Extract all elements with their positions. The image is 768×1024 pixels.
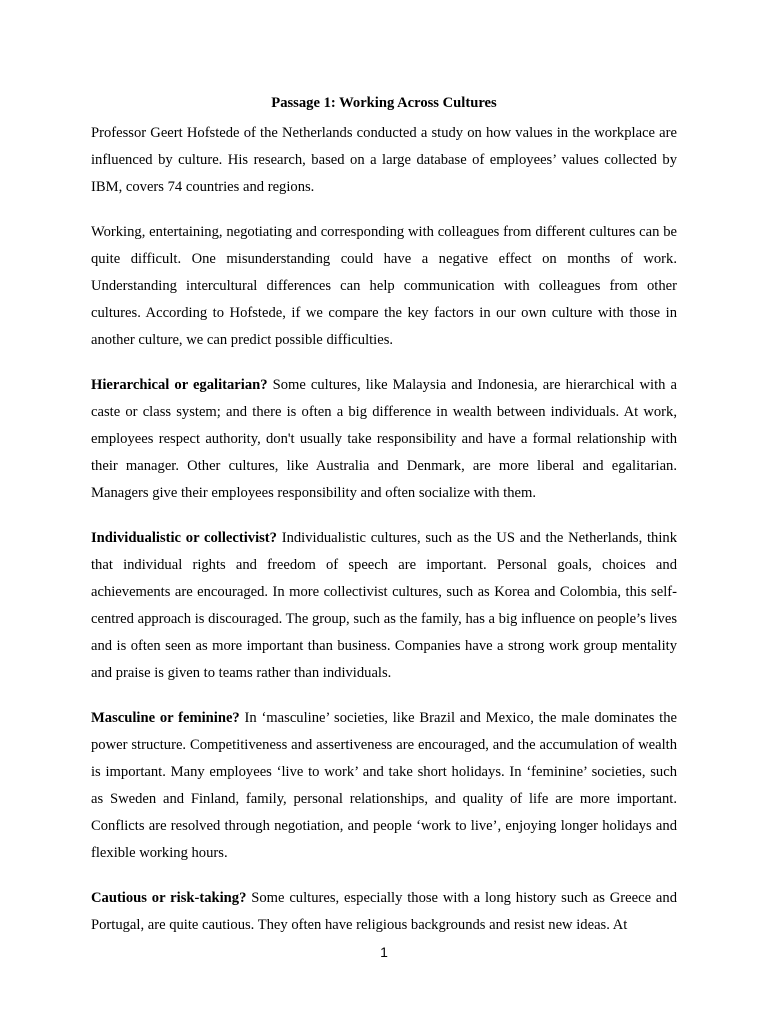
paragraph-hierarchical (91, 372, 677, 507)
paragraph-text: Individualistic cultures, such as the US and the Netherlands, think that individual rights and freedom of speech are important. Personal goals, choices and achievements are encouraged. In more collectivist cultures, such as Korea and Colombia, this self-centred approach is discouraged. The group, such as the family, has a big influence on people’s lives and is often seen as more important than business. Companies have a strong work group mentality and praise is given to teams rather than individuals. (91, 530, 678, 681)
document-body (91, 93, 677, 957)
paragraph-masculine (91, 705, 677, 867)
paragraph-overview (91, 219, 677, 354)
paragraph-heading: Cautious or risk-taking? (91, 890, 247, 906)
paragraph-text: Some cultures, like Malaysia and Indonesia, are hierarchical with a caste or class system; and there is often a big difference in wealth between individuals. At work, employees respect authority, don't usually take responsibility and have a formal relationship with their manager. Other cultures, like Australia and Denmark, are more liberal and egalitarian. Managers give their employees responsibility and often socialize with them. (91, 377, 677, 501)
paragraph-individualistic (91, 525, 677, 687)
paragraph-text: In ‘masculine’ societies, like Brazil and Mexico, the male dominates the power structure. Competitiveness and assertiveness are encouraged, and the accumulation of wealth is important. Many employees ‘live to work’ and take short holidays. In ‘feminine’ societies, such as Sweden and Finland, family, personal relationships, and quality of life are more important. Conflicts are resolved through negotiation, and people ‘work to live’, enjoying longer holidays and flexible working hours. (91, 710, 677, 861)
paragraph-cautious (91, 885, 677, 939)
paragraph-text: Professor Geert Hofstede of the Netherlands conducted a study on how values in the workplace are influenced by culture. His research, based on a large database of employees’ values collected by IBM, covers 74 countries and regions. (91, 125, 677, 195)
passage-title: Passage 1: Working Across Cultures (271, 95, 497, 111)
page-number: 1 (380, 944, 388, 960)
paragraph-heading: Masculine or feminine? (91, 710, 240, 726)
paragraph-text: Some cultures, especially those with a long history such as Greece and Portugal, are quite cautious. They often have religious backgrounds and resist new ideas. At (91, 890, 677, 933)
paragraph-heading: Individualistic or collectivist? (91, 530, 277, 546)
paragraph-intro (91, 120, 677, 201)
paragraph-heading: Hierarchical or egalitarian? (91, 377, 268, 393)
paragraph-text: Working, entertaining, negotiating and corresponding with colleagues from different cultures can be quite difficult. One misunderstanding could have a negative effect on months of work. Understanding intercultural differences can help communication with colleagues from other cultures. According to Hofstede, if we compare the key factors in our own culture with those in another culture, we can predict possible difficulties. (91, 224, 677, 348)
